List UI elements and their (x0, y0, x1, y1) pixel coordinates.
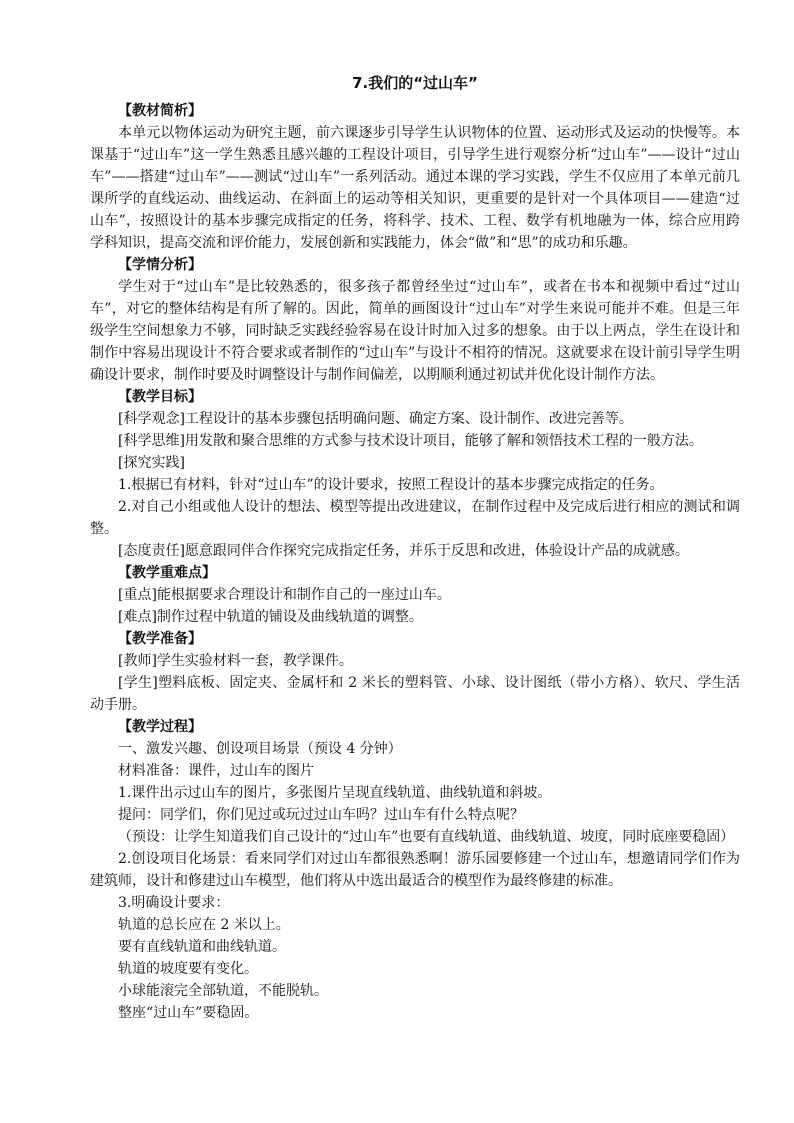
requirement-slope: 轨道的坡度要有变化。 (118, 961, 258, 977)
requirement-stability: 整座“过山车”要稳固。 (118, 1005, 259, 1021)
process-item-1: 1.课件出示过山车的图片，多张图片呈现直线轨道、曲线轨道和斜坡。 (118, 785, 552, 801)
section-heading-preparation: 【教学准备】 (118, 631, 202, 647)
goal-inquiry-practice: [探究实践] (118, 455, 185, 471)
document-page (90, 72, 740, 1024)
goal-inquiry-item-1: 1.根据已有材料，针对“过山车”的设计要求，按照工程设计的基本步骤完成指定的任务。 (118, 477, 664, 493)
requirement-length: 轨道的总长应在 2 米以上。 (118, 917, 290, 933)
goal-inquiry-item-2: 2.对自己小组或他人设计的想法、模型等提出改进建议，在制作过程中及完成后进行相应的测试和调整。 (90, 499, 740, 537)
requirement-track-types: 要有直线轨道和曲线轨道。 (118, 939, 286, 955)
key-point: [重点]能根据要求合理设计和制作自己的一座过山车。 (118, 587, 451, 603)
section-heading-textbook-analysis: 【教材简析】 (118, 103, 202, 119)
process-materials: 材料准备：课件，过山车的图片 (118, 763, 314, 779)
requirement-ball: 小球能滚完全部轨道，不能脱轨。 (118, 983, 328, 999)
paragraph-student-analysis: 学生对于“过山车”是比较熟悉的，很多孩子都曾经坐过“过山车”，或者在书本和视频中看过“过山车”，对它的整体结构是有所了解的。因此，简单的画图设计“过山车”对学生来说可能并不难。但是三年级学生空间想象力不够，同时缺乏实践经验容易在设计时加入过多的想象。由于以上两点，学生在设计和制作中容易出现设计不符合要求或者制作的“过山车”与设计不相符的情况。这就要求在设计前引导学生明确设计要求，制作时要及时调整设计与制作间偏差，以期顺利通过初试并优化设计制作方法。 (90, 279, 740, 383)
section-heading-teaching-goals: 【教学目标】 (118, 389, 202, 405)
goal-science-concept: [科学观念]工程设计的基本步骤包括明确问题、确定方案、设计制作、改进完善等。 (118, 411, 633, 427)
process-item-2: 2.创设项目化场景：看来同学们对过山车都很熟悉啊！游乐园要修建一个过山车，想邀请同学们作为建筑师，设计和修建过山车模型，他们将从中选出最适合的模型作为最终修建的标准。 (90, 851, 740, 889)
difficult-point: [难点]制作过程中轨道的铺设及曲线轨道的调整。 (118, 609, 423, 625)
process-step-title: 一、激发兴趣、创设项目场景（预设 4 分钟） (118, 741, 402, 757)
process-item-3: 3.明确设计要求： (118, 895, 230, 911)
section-heading-process: 【教学过程】 (118, 719, 202, 735)
section-heading-student-analysis: 【学情分析】 (118, 257, 202, 273)
paragraph-textbook-analysis: 本单元以物体运动为研究主题，前六课逐步引导学生认识物体的位置、运动形式及运动的快慢等。本课基于“过山车”这一学生熟悉且感兴趣的工程设计项目，引导学生进行观察分析“过山车”——设计“过山车”——搭建“过山车”——测试“过山车”一系列活动。通过本课的学习实践，学生不仅应用了本单元前几课所学的直线运动、曲线运动、在斜面上的运动等相关知识，更重要的是针对一个具体项目——建造“过山车”，按照设计的基本步骤完成指定的任务，将科学、技术、工程、数学有机地融为一体，综合应用跨学科知识，提高交流和评价能力，发展创新和实践能力，体会“做”和“思”的成功和乐趣。 (90, 125, 740, 251)
goal-science-thinking: [科学思维]用发散和聚合思维的方式参与技术设计项目，能够了解和领悟技术工程的一般方法。 (118, 433, 703, 449)
page-title: 7.我们的“过山车” (352, 74, 478, 92)
process-preset: （预设：让学生知道我们自己设计的“过山车”也要有直线轨道、曲线轨道、坡度，同时底座要稳固） (118, 829, 735, 845)
section-heading-key-points: 【教学重难点】 (118, 565, 216, 581)
process-question: 提问：同学们，你们见过或玩过过山车吗？过山车有什么特点呢？ (118, 807, 524, 823)
preparation-student: [学生]塑料底板、固定夹、金属杆和 2 米长的塑料管、小球、设计图纸（带小方格）、软尺、学生活动手册。 (90, 675, 740, 713)
goal-attitude: [态度责任]愿意跟同伴合作探究完成指定任务，并乐于反思和改进，体验设计产品的成就感。 (118, 543, 689, 559)
preparation-teacher: [教师]学生实验材料一套，教学课件。 (118, 653, 353, 669)
